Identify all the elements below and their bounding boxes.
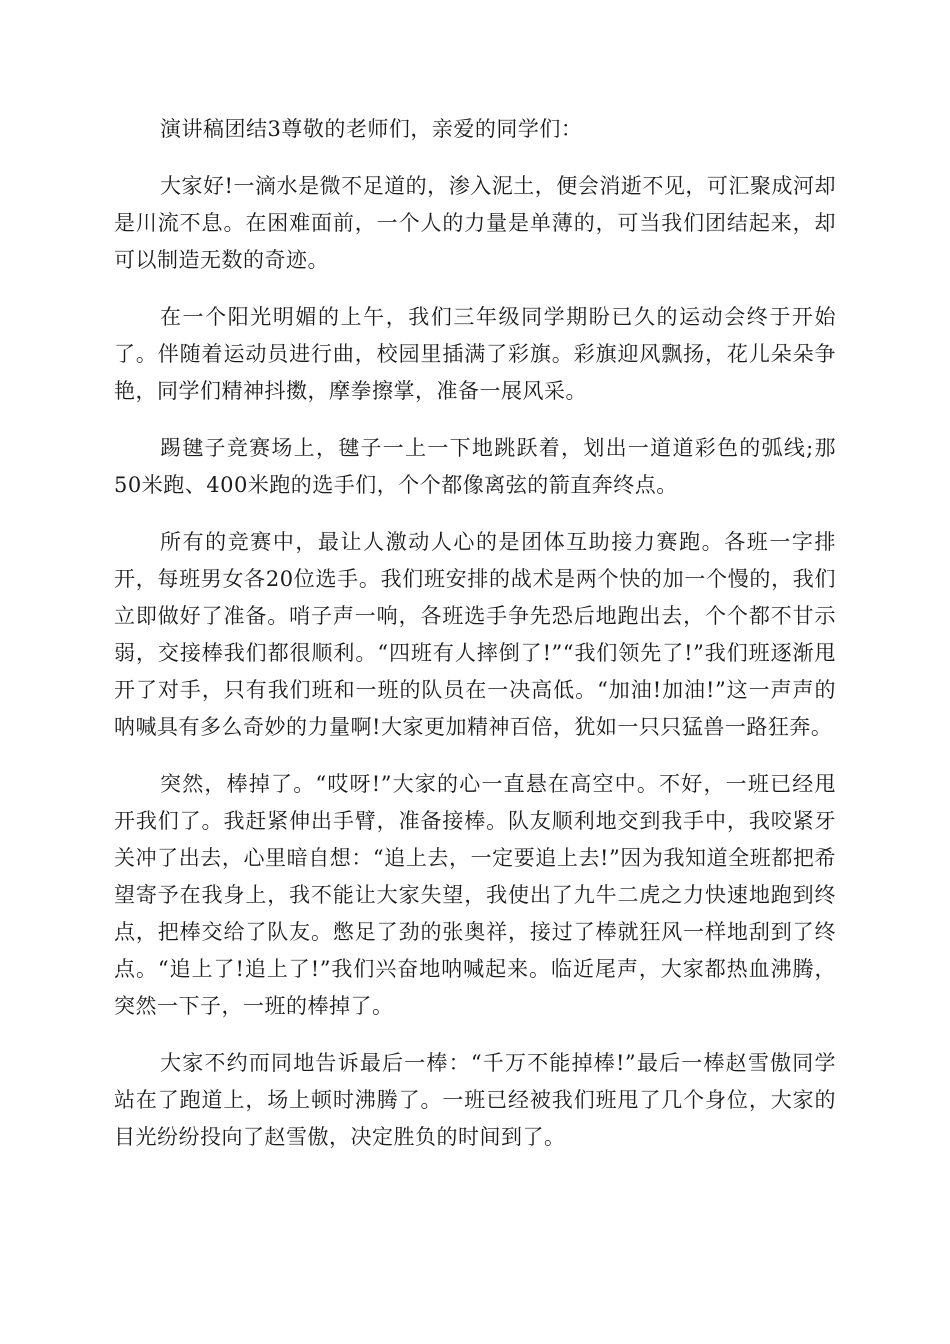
paragraph: 在一个阳光明媚的上午，我们三年级同学期盼已久的运动会终于开始了。伴随着运动员进行曲，校园里插满了彩旗。彩旗迎风飘扬，花儿朵朵争艳，同学们精神抖擞，摩拳擦掌，准备一展风采。 bbox=[114, 305, 836, 403]
paragraph: 大家好!一滴水是微不足道的，渗入泥土，便会消逝不见，可汇聚成河却是川流不息。在困难面前，一个人的力量是单薄的，可当我们团结起来，却可以制造无数的奇迹。 bbox=[114, 174, 836, 272]
paragraph: 突然，棒掉了。“哎呀!”大家的心一直悬在高空中。不好，一班已经甩开我们了。我赶紧伸出手臂，准备接棒。队友顺利地交到我手中，我咬紧牙关冲了出去，心里暗自想：“追上去，一定要追上去!”因为我知道全班都把希望寄予在我身上，我不能让大家失望，我使出了九牛二虎之力快速地跑到终点，把棒交给了队友。憋足了劲的张奥祥，接过了棒就狂风一样地刮到了终点。“追上了!追上了!”我们兴奋地呐喊起来。临近尾声，大家都热血沸腾，突然一下子，一班的棒掉了。 bbox=[114, 772, 836, 1018]
paragraph: 大家不约而同地告诉最后一棒：“千万不能掉棒!”最后一棒赵雪傲同学站在了跑道上，场上顿时沸腾了。一班已经被我们班甩了几个身位，大家的目光纷纷投向了赵雪傲，决定胜负的时间到了。 bbox=[114, 1051, 836, 1149]
document-body bbox=[114, 111, 836, 1176]
paragraph: 所有的竞赛中，最让人激动人心的是团体互助接力赛跑。各班一字排开，每班男女各20位选手。我们班安排的战术是两个快的加一个慢的，我们立即做好了准备。哨子声一响，各班选手争先恐后地跑出去，个个都不甘示弱，交接棒我们都很顺利。“四班有人摔倒了!”“我们领先了!”我们班逐渐甩开了对手，只有我们班和一班的队员在一决高低。“加油!加油!”这一声声的呐喊具有多么奇妙的力量啊!大家更加精神百倍，犹如一只只猛兽一路狂奔。 bbox=[114, 530, 836, 739]
paragraph-heading: 演讲稿团结3尊敬的老师们，亲爱的同学们： bbox=[160, 117, 583, 141]
paragraph: 踢毽子竞赛场上，毽子一上一下地跳跃着，划出一道道彩色的弧线;那50米跑、400米跑的选手们，个个都像离弦的箭直奔终点。 bbox=[114, 436, 836, 497]
